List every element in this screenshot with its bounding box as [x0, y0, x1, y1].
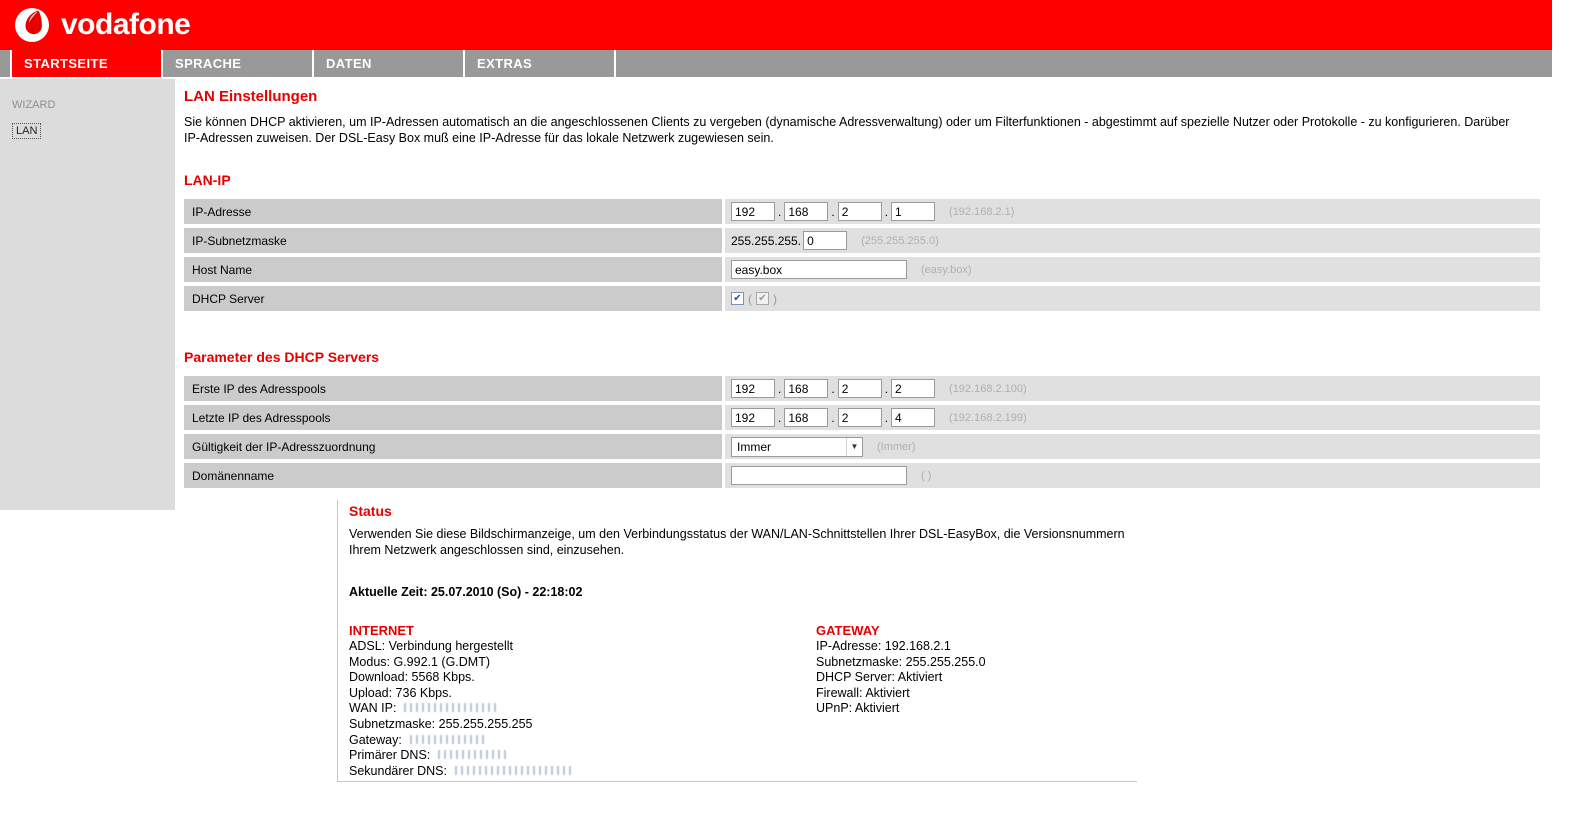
pool-end-octet-2-input[interactable] — [784, 408, 828, 427]
pool-start-octet-1-input[interactable] — [731, 379, 775, 398]
status-line-upload — [349, 686, 816, 702]
octet-dot: . — [831, 381, 835, 396]
status-line-gw-dhcp — [816, 670, 1137, 686]
sidebar — [0, 79, 175, 510]
default-hint: (192.168.2.100) — [949, 382, 1027, 395]
vodafone-logo-icon — [14, 7, 50, 43]
row-label: Gültigkeit der IP-Adresszuordnung — [184, 434, 722, 459]
pool-start-octet-4-input[interactable] — [891, 379, 935, 398]
status-text: Primärer DNS: — [349, 748, 431, 763]
pool-end-octet-4-input[interactable] — [891, 408, 935, 427]
pool-end-octet-1-input[interactable] — [731, 408, 775, 427]
status-line-gw-upnp — [816, 701, 1137, 717]
hostname-input[interactable] — [731, 260, 907, 279]
status-panel — [337, 500, 1137, 782]
status-text: Upload: 736 Kbps. — [349, 685, 452, 700]
status-text: Sekundärer DNS: — [349, 763, 447, 778]
redacted-value — [404, 703, 500, 712]
table-row-subnetzmaske — [184, 228, 1595, 253]
octet-dot: . — [778, 204, 782, 219]
lease-time-select[interactable] — [731, 437, 863, 457]
default-hint: (192.168.2.1) — [949, 205, 1015, 218]
redacted-value — [438, 750, 508, 759]
row-value — [725, 199, 1540, 224]
intro-line-2: IP-Adressen zuweisen. Der DSL-Easy Box muß eine IP-Adresse für das lokale Netzwerk zugewiesen sein. — [184, 131, 774, 145]
lan-ip-table — [184, 199, 1595, 311]
octet-dot: . — [778, 381, 782, 396]
sidebar-item-lan[interactable]: LAN — [12, 123, 41, 139]
status-text: Subnetzmaske: 255.255.255.0 — [816, 654, 986, 669]
tab-daten[interactable]: DATEN — [314, 50, 463, 77]
row-value — [725, 434, 1540, 459]
row-value — [725, 405, 1540, 430]
brand-wordmark: vodafone — [61, 8, 191, 41]
status-line-download — [349, 670, 816, 686]
row-label: DHCP Server — [184, 286, 722, 311]
table-row-domain — [184, 463, 1595, 488]
row-label: Host Name — [184, 257, 722, 282]
tab-extras[interactable]: EXTRAS — [465, 50, 614, 77]
hint-paren-close: ) — [773, 291, 777, 306]
status-line-subnetzmaske — [349, 717, 816, 733]
gateway-status-column — [816, 623, 1137, 779]
status-line-wan-ip — [349, 701, 816, 717]
gateway-heading: GATEWAY — [816, 623, 880, 638]
octet-dot: . — [884, 381, 889, 396]
section-heading-dhcp-params: Parameter des DHCP Servers — [184, 349, 380, 365]
sidebar-item-wizard[interactable]: WIZARD — [12, 99, 56, 111]
row-value — [725, 463, 1540, 488]
table-row-pool-start — [184, 376, 1595, 401]
ip-octet-3-input[interactable] — [838, 202, 882, 221]
ip-octet-2-input[interactable] — [784, 202, 828, 221]
lease-time-selected-value: Immer — [737, 439, 771, 454]
table-row-pool-end — [184, 405, 1595, 430]
octet-dot: . — [884, 204, 889, 219]
status-text: Firewall: Aktiviert — [816, 685, 910, 700]
ip-octet-1-input[interactable] — [731, 202, 775, 221]
default-hint: ( ) — [921, 469, 932, 482]
tabbar-left-stub — [0, 50, 10, 77]
row-value — [725, 228, 1540, 253]
status-line-gw-subnet — [816, 655, 1137, 671]
status-line-secondary-dns — [349, 764, 816, 780]
dhcp-default-checkbox-icon — [756, 292, 769, 305]
default-hint: (Immer) — [877, 440, 916, 453]
page-title: LAN Einstellungen — [184, 88, 318, 105]
internet-status-column — [349, 623, 816, 779]
table-row-dhcp-server — [184, 286, 1595, 311]
status-line-gw-ip — [816, 639, 1137, 655]
domain-name-input[interactable] — [731, 466, 907, 485]
intro-line-1: Sie können DHCP aktivieren, um IP-Adressen automatisch an die angeschlossenen Clients zu vergeben (dynamische Adressverwaltung) oder um Filterfunktionen - abgestimmt auf spezielle Nutzer oder Protokolle - zu konfigurieren. Darüber — [184, 115, 1510, 129]
internet-heading: INTERNET — [349, 623, 414, 638]
octet-dot: . — [778, 410, 782, 425]
status-text: Gateway: — [349, 732, 402, 747]
default-hint: (192.168.2.199) — [949, 411, 1027, 424]
status-line-gw-firewall — [816, 686, 1137, 702]
row-label: Erste IP des Adresspools — [184, 376, 722, 401]
status-line-gateway — [349, 733, 816, 749]
octet-dot: . — [884, 410, 889, 425]
row-label: IP-Subnetzmaske — [184, 228, 722, 253]
status-heading: Status — [349, 503, 392, 519]
subnet-prefix: 255.255.255. — [731, 233, 802, 248]
main-nav — [0, 50, 1552, 77]
subnet-octet-input[interactable] — [803, 231, 847, 250]
default-hint: (255.255.255.0) — [861, 234, 939, 247]
status-text: IP-Adresse: 192.168.2.1 — [816, 639, 951, 653]
octet-dot: . — [831, 204, 835, 219]
tabbar-filler — [616, 50, 1552, 77]
redacted-value — [455, 766, 573, 775]
default-hint: (easy.box) — [921, 263, 972, 276]
chevron-down-icon: ▼ — [846, 438, 862, 456]
status-desc-line-2: Ihrem Netzwerk angeschlossen sind, einzusehen. — [349, 543, 625, 557]
table-row-lease-time — [184, 434, 1595, 459]
status-desc-line-1: Verwenden Sie diese Bildschirmanzeige, um den Verbindungsstatus der WAN/LAN-Schnittstellen Ihrer DSL-EasyBox, die Versionsnummern — [349, 527, 1125, 541]
row-value — [725, 286, 1540, 311]
row-label: Letzte IP des Adresspools — [184, 405, 722, 430]
row-value — [725, 376, 1540, 401]
section-heading-lan-ip: LAN-IP — [184, 172, 231, 188]
table-row-ip-adresse — [184, 199, 1595, 224]
redacted-value — [410, 735, 488, 744]
tab-startseite[interactable]: STARTSEITE — [12, 50, 161, 77]
status-text: WAN IP: — [349, 701, 397, 716]
pool-start-octet-2-input[interactable] — [784, 379, 828, 398]
dhcp-params-table — [184, 376, 1595, 488]
ip-octet-4-input[interactable] — [891, 202, 935, 221]
pool-end-octet-3-input[interactable] — [838, 408, 882, 427]
dhcp-server-checkbox[interactable] — [731, 292, 744, 305]
octet-dot: . — [831, 410, 835, 425]
tab-sprache[interactable]: SPRACHE — [163, 50, 312, 77]
pool-start-octet-3-input[interactable] — [838, 379, 882, 398]
status-line-modus — [349, 655, 816, 671]
main-content — [184, 88, 1595, 492]
status-columns — [349, 623, 1137, 779]
status-text: UPnP: Aktiviert — [816, 701, 900, 716]
status-text: Modus: G.992.1 (G.DMT) — [349, 654, 491, 669]
status-text: Subnetzmaske: 255.255.255.255 — [349, 716, 533, 731]
hint-paren-open: ( — [748, 291, 752, 306]
table-row-hostname — [184, 257, 1595, 282]
app-header — [0, 0, 1552, 50]
status-line-adsl — [349, 639, 816, 655]
status-text: ADSL: Verbindung hergestellt — [349, 639, 513, 653]
row-label: IP-Adresse — [184, 199, 722, 224]
row-value — [725, 257, 1540, 282]
row-label: Domänenname — [184, 463, 722, 488]
status-text: Download: 5568 Kbps. — [349, 670, 475, 685]
current-time: Aktuelle Zeit: 25.07.2010 (So) - 22:18:02 — [349, 585, 583, 599]
status-text: DHCP Server: Aktiviert — [816, 670, 943, 685]
status-line-primary-dns — [349, 748, 816, 764]
